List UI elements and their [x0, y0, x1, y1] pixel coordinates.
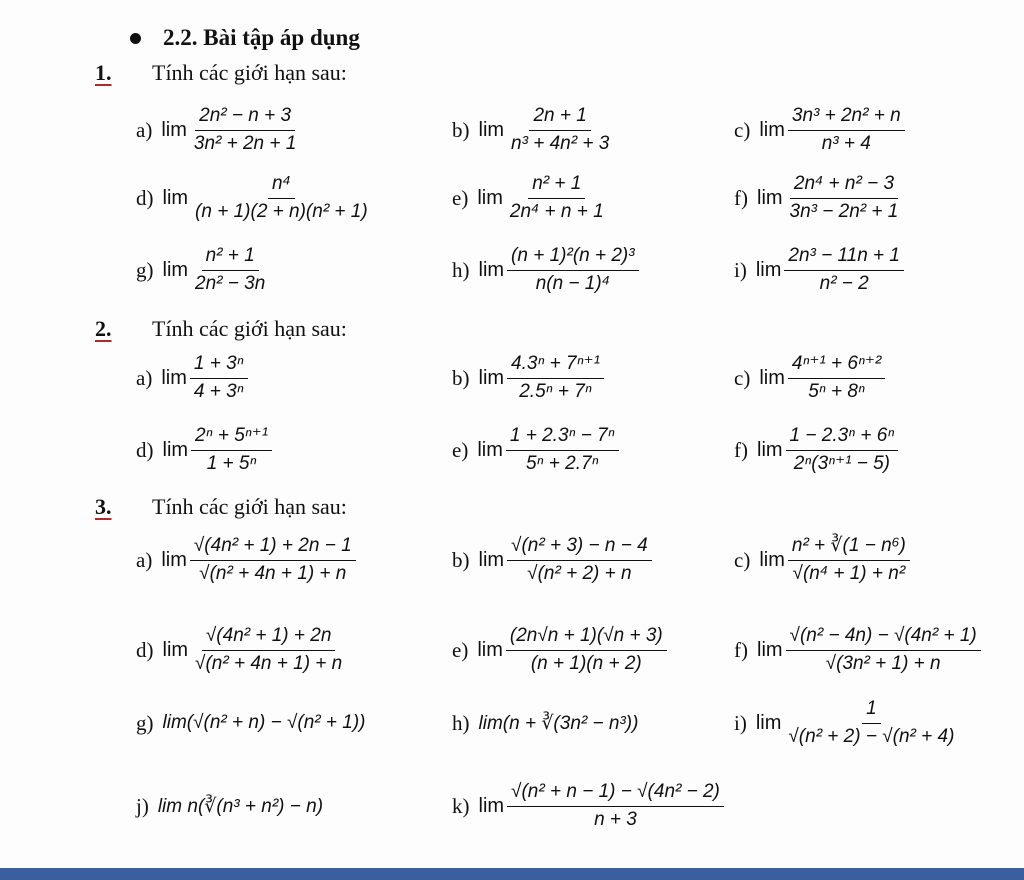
problem-label: i) — [734, 257, 747, 282]
denominator: 3n² + 2n + 1 — [193, 132, 297, 154]
lim-operator: lim — [478, 118, 505, 141]
problem-1h — [452, 240, 639, 300]
lim-operator: lim — [759, 366, 785, 389]
section-3-title: Tính các giới hạn sau: — [152, 494, 347, 519]
problem-label: e) — [452, 437, 469, 462]
fraction — [190, 353, 248, 403]
problem-label: g) — [136, 257, 154, 282]
numerator: 4.3ⁿ + 7ⁿ⁺¹ — [507, 353, 604, 378]
problem-3a — [136, 530, 356, 590]
problem-1d — [136, 168, 372, 228]
lim-operator: lim — [478, 258, 505, 281]
problem-1c — [734, 100, 905, 160]
problem-3j — [136, 776, 323, 836]
numerator: 2n³ − 11n + 1 — [784, 245, 904, 270]
problem-label: d) — [136, 185, 154, 210]
footer-bar — [0, 868, 1024, 880]
problem-label: h) — [452, 257, 470, 282]
problem-2b — [452, 348, 604, 408]
numerator: 1 + 2.3ⁿ − 7ⁿ — [506, 425, 619, 450]
fraction — [191, 173, 372, 223]
problem-1e — [452, 168, 608, 228]
denominator: n³ + 4n² + 3 — [511, 132, 610, 154]
numerator: 2n⁴ + n² − 3 — [790, 173, 898, 198]
heading-row — [130, 20, 360, 56]
lim-operator: lim — [757, 186, 783, 209]
numerator: 1 − 2.3ⁿ + 6ⁿ — [786, 425, 899, 450]
problem-label: f) — [734, 637, 748, 662]
numerator: n² + 1 — [202, 245, 259, 270]
lim-operator: lim — [162, 638, 189, 661]
numerator: n⁴ — [268, 173, 295, 198]
problem-3b — [452, 530, 652, 590]
fraction — [786, 173, 903, 223]
fraction — [507, 245, 639, 295]
denominator: 2.5ⁿ + 7ⁿ — [519, 380, 592, 402]
lim-operator: lim — [161, 366, 187, 389]
problem-label: a) — [136, 547, 153, 572]
problem-1f — [734, 168, 902, 228]
problem-3h — [452, 693, 638, 753]
lim-operator: lim — [161, 118, 187, 141]
problem-1g — [136, 240, 269, 300]
lim-operator: lim — [478, 366, 505, 389]
denominator: 5ⁿ + 2.7ⁿ — [525, 452, 599, 474]
fraction — [784, 245, 904, 295]
denominator: n³ + 4 — [821, 132, 871, 154]
numerator: √(4n² + 1) + 2n — [202, 625, 336, 650]
section-1-title: Tính các giới hạn sau: — [152, 60, 347, 85]
fraction — [507, 535, 652, 585]
numerator: √(4n² + 1) + 2n − 1 — [190, 535, 356, 560]
problem-label: b) — [452, 117, 470, 142]
numerator: √(n² + 3) − n − 4 — [507, 535, 652, 560]
fraction — [788, 105, 905, 155]
problem-1a — [136, 100, 300, 160]
problem-label: g) — [136, 710, 154, 735]
denominator: √(n² + 2) − √(n² + 4) — [788, 725, 955, 747]
fraction — [788, 535, 910, 585]
denominator: √(n⁴ + 1) + n² — [792, 562, 906, 584]
problem-label: b) — [452, 547, 470, 572]
lim-operator: lim — [478, 794, 505, 817]
denominator: √(n² + 2) + n — [527, 562, 632, 584]
section-3-number: 3. — [95, 494, 112, 519]
lim-operator: lim — [161, 548, 187, 571]
numerator: √(n² − 4n) − √(4n² + 1) — [786, 625, 981, 650]
problem-3k — [452, 776, 724, 836]
problem-1b — [452, 100, 613, 160]
numerator: (2n√n + 1)(√n + 3) — [506, 625, 667, 650]
denominator: 2n⁴ + n + 1 — [509, 200, 604, 222]
problem-2e — [452, 420, 619, 480]
problem-label: e) — [452, 637, 469, 662]
denominator: n(n − 1)⁴ — [535, 272, 610, 294]
problem-label: a) — [136, 117, 153, 142]
section-2-title: Tính các giới hạn sau: — [152, 316, 347, 341]
limit-expression: lim(n + ∛(3n² − n³)) — [478, 712, 639, 734]
denominator: 2n² − 3n — [195, 272, 266, 294]
problem-label: f) — [734, 185, 748, 210]
denominator: (n + 1)(n + 2) — [530, 652, 642, 674]
lim-operator: lim — [477, 638, 503, 661]
problem-label: c) — [734, 117, 751, 142]
fraction — [191, 425, 272, 475]
fraction — [190, 105, 300, 155]
problem-2d — [136, 420, 272, 480]
fraction — [506, 425, 619, 475]
problem-label: j) — [136, 793, 149, 818]
problem-label: b) — [452, 365, 470, 390]
problem-3c — [734, 530, 910, 590]
problem-2c — [734, 348, 885, 408]
bullet-icon — [130, 33, 141, 44]
fraction — [190, 535, 356, 585]
lim-operator: lim — [757, 438, 783, 461]
numerator: 2n² − n + 3 — [195, 105, 295, 130]
problem-label: a) — [136, 365, 153, 390]
denominator: 4 + 3ⁿ — [193, 380, 244, 402]
lim-operator: lim — [757, 638, 783, 661]
page-heading: 2.2. Bài tập áp dụng — [163, 25, 360, 50]
section-1-number: 1. — [95, 60, 112, 85]
section-2-number: 2. — [95, 316, 112, 341]
problem-3d — [136, 620, 346, 680]
numerator: √(n² + n − 1) − √(4n² − 2) — [507, 781, 724, 806]
problem-label: i) — [734, 710, 747, 735]
problem-label: h) — [452, 710, 470, 735]
numerator: 2ⁿ + 5ⁿ⁺¹ — [191, 425, 272, 450]
problem-label: d) — [136, 437, 154, 462]
fraction — [788, 353, 885, 403]
numerator: n² + ∛(1 − n⁶) — [788, 535, 910, 560]
fraction — [507, 353, 604, 403]
denominator: √(n² + 4n + 1) + n — [195, 652, 343, 674]
denominator: 3n³ − 2n² + 1 — [789, 200, 899, 222]
problem-2f — [734, 420, 898, 480]
numerator: 2n + 1 — [529, 105, 590, 130]
denominator: n² − 2 — [819, 272, 869, 294]
fraction — [507, 105, 613, 155]
numerator: 1 + 3ⁿ — [190, 353, 248, 378]
fraction — [191, 625, 346, 675]
problem-label: d) — [136, 637, 154, 662]
lim-operator: lim — [755, 711, 782, 734]
problem-label: f) — [734, 437, 748, 462]
fraction — [507, 781, 724, 831]
problem-3g — [136, 693, 365, 753]
lim-operator: lim — [162, 438, 189, 461]
limit-expression: lim(√(n² + n) − √(n² + 1)) — [162, 712, 366, 733]
fraction — [786, 625, 981, 675]
numerator: 3n³ + 2n² + n — [788, 105, 905, 130]
denominator: 2ⁿ(3ⁿ⁺¹ − 5) — [793, 452, 891, 474]
denominator: 1 + 5ⁿ — [206, 452, 257, 474]
denominator: (n + 1)(2 + n)(n² + 1) — [195, 200, 368, 222]
numerator: (n + 1)²(n + 2)³ — [507, 245, 639, 270]
denominator: 5ⁿ + 8ⁿ — [808, 380, 865, 402]
lim-operator: lim — [755, 258, 782, 281]
lim-operator: lim — [759, 548, 785, 571]
lim-operator: lim — [759, 118, 785, 141]
fraction — [786, 425, 899, 475]
problem-1i — [734, 240, 904, 300]
problem-label: c) — [734, 365, 751, 390]
fraction — [191, 245, 269, 295]
problem-3e — [452, 620, 667, 680]
lim-operator: lim — [162, 186, 189, 209]
denominator: √(3n² + 1) + n — [825, 652, 941, 674]
problem-3f — [734, 620, 981, 680]
denominator: √(n² + 4n + 1) + n — [199, 562, 347, 584]
problem-2a — [136, 348, 248, 408]
lim-operator: lim — [162, 258, 189, 281]
denominator: n + 3 — [594, 808, 637, 830]
limit-expression: lim n(∛(n³ + n²) − n) — [157, 795, 324, 817]
numerator: n² + 1 — [528, 173, 585, 198]
problem-label: c) — [734, 547, 751, 572]
lim-operator: lim — [478, 548, 505, 571]
numerator: 1 — [862, 698, 881, 723]
problem-label: k) — [452, 793, 470, 818]
fraction — [784, 698, 958, 748]
problem-3i — [734, 693, 958, 753]
numerator: 4ⁿ⁺¹ + 6ⁿ⁺² — [788, 353, 885, 378]
lim-operator: lim — [477, 438, 503, 461]
lim-operator: lim — [477, 186, 503, 209]
fraction — [506, 173, 608, 223]
problem-label: e) — [452, 185, 469, 210]
fraction — [506, 625, 667, 675]
